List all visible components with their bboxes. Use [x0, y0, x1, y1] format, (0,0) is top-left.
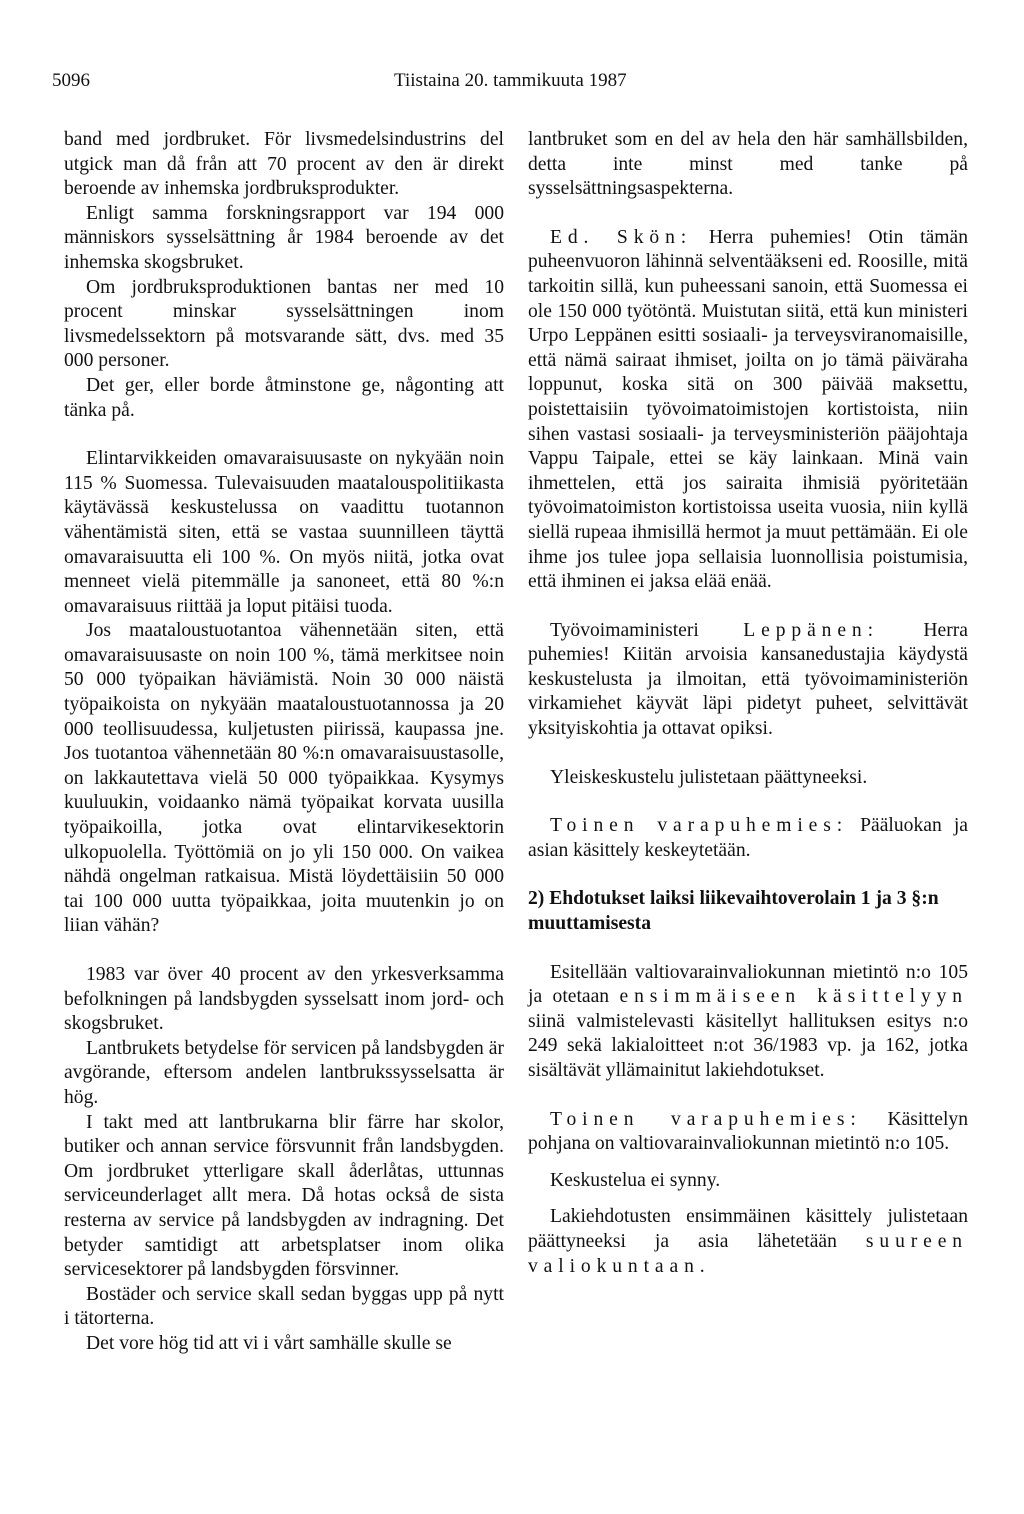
right-paragraph-2: [528, 226, 968, 595]
left-paragraph-10: Bostäder och service skall sedan byggas upp på nytt i tätorterna.: [64, 1283, 504, 1330]
right-column: [528, 128, 968, 1279]
page-header: [52, 70, 972, 96]
left-paragraph-1: band med jordbruket. För livsmedelsindustrins del utgick man då från att 70 procent av den är direkt beroende av inhemska jordbruksprodukter.: [64, 129, 504, 200]
spaced-text: suureen valiokuntaan.: [528, 1230, 968, 1277]
left-column: [64, 128, 504, 1357]
left-paragraph-6: Jos maataloustuotantoa vähennetään siten, että omavaraisuusaste on noin 100 %, tämä merkitsee noin 50 000 työpaikan häviämistä. Noin 30 000 näistä työpaikoista on nykyään maataloustuotannossa ja 20 000 teollisuudessa, kuljetusten piirissä, kaupassa jne. Jos tuotantoa vähennetään 80 %:n omavaraisuustasolle, on lakkautettava vielä 50 000 työpaikkaa. Kysymys kuuluukin, voidaanko nämä työpaikat korvata uusilla työpaikoilla, jotka ovat elintarvikesektorin ulkopuolella. Työttömiä on jo yli 150 000. On vaikea nähdä ongelman ratkaisua. Mistä löydettäisiin 50 000 tai 100 000 uutta työpaikkaa, joita muutenkin jo on liian vähän?: [64, 620, 504, 937]
spaced-text: ensimmäiseen käsittelyyn: [619, 986, 968, 1008]
right-paragraph-4: Yleiskeskustelu julistetaan päättyneeksi.: [550, 766, 868, 788]
left-paragraph-3: Om jordbruksproduktionen bantas ner med 10 procent minskar sysselsättningen inom livsmedelssektorn på motsvarande sätt, dvs. med 35 000 personer.: [64, 276, 504, 372]
left-paragraph-5: Elintarvikkeiden omavaraisuusaste on nykyään noin 115 % Suomessa. Tulevaisuuden maatalouspolitiikasta käytävässä keskustelussa on vaadittu tuotannon vähentämistä siten, että se vastaa suunnilleen täyttä omavaraisuutta eli 100 %. On myös niitä, jotka ovat menneet vielä pitemmälle ja sanoneet, että 80 %:n omavaraisuus riittää ja loput pitäisi tuoda.: [64, 448, 504, 617]
right-paragraph-8: Keskustelua ei synny.: [550, 1169, 721, 1191]
page-number: 5096: [52, 70, 90, 91]
section-heading: 2) Ehdotukset laiksi liikevaihtoverolain 1 ja 3 §:n muuttamisesta: [528, 888, 939, 935]
right-paragraph-7: [528, 1108, 968, 1157]
body-text: Lakiehdotusten ensimmäinen käsittely julistetaan päättyneeksi ja asia lähetetään: [528, 1206, 968, 1252]
speech-text: Herra puhemies! Otin tämän puheenvuoron lähinnä selventääkseni ed. Roosille, mitä tarkoitin sillä, kun puheessani sanoin, että Suomessa ei ole 150 000 työtöntä. Muistutan siitä, että kun ministeri Urpo Leppänen esitti sosiaali- ja terveysviranomaisille, että nämä sairaat ihmiset, joilta on jo tämä päiväraha loppunut, koska sitä on 300 päivää maksettu, poistettaisiin työvoimatoimistojen kortistoista, niin sihen vastasi sosiaali- ja terveysministeriön pääjohtaja Vappu Taipale, ettei se käy lainkaan. Minä vain ihmettelen, että jos sairaita ihmisiä pyöritetään työvoimatoimiston kortistoissa useita vuosia, niin kyllä siellä rupeaa ihmisillä hermot ja muut pettämään. Ei ole ihme jos tulee jopa sellaisia luonnollisia poistumisia, että ihminen ei jaksa elää enää.: [528, 226, 968, 593]
speaker-name: Leppänen:: [743, 619, 879, 641]
speaker-name: Toinen varapuhemies:: [550, 815, 849, 837]
right-paragraph-5: [528, 814, 968, 863]
speech-text: Pääluokan ja asian käsittely keskeytetään.: [528, 815, 968, 861]
left-paragraph-8: Lantbrukets betydelse för servicen på landsbygden är avgörande, eftersom andelen lantbrukssysselsatta är hög.: [64, 1037, 504, 1108]
right-paragraph-1: lantbruket som en del av hela den här samhällsbilden, detta inte minst med tanke på sysselsättningsaspekterna.: [528, 129, 968, 200]
speech-text: Herra puhemies! Kiitän arvoisia kansanedustajia käydystä keskustelusta ja ilmoitan, että työvoimaministeriön virkamiehet käyvät läpi pidetyt puheet, selvittävät yksityiskohtia ja ottavat opiksi.: [528, 619, 968, 740]
left-paragraph-7: 1983 var över 40 procent av den yrkesverksamma befolkningen på landsbygden sysselsatt inom jord- och skogsbruket.: [64, 964, 504, 1035]
speech-text: Käsittelyn pohjana on valtiovarainvaliokunnan mietintö n:o 105.: [528, 1108, 968, 1155]
speaker-name: Ed. Skön:: [550, 226, 693, 248]
running-head: Tiistaina 20. tammikuuta 1987: [394, 70, 627, 91]
body-text: Esitellään valtiovarainvaliokunnan mietintö n:o 105 ja otetaan: [528, 961, 968, 1008]
right-paragraph-3: [528, 619, 968, 742]
left-paragraph-2: Enligt samma forskningsrapport var 194 000 människors sysselsättning år 1984 beroende av det inhemska skogsbruket.: [64, 202, 504, 273]
body-text: siinä valmistelevasti käsitellyt hallituksen esitys n:o 249 sekä lakialoitteet n:ot 36/1983 vp. ja 162, jotka sisältävät yllämainitut lakiehdotukset.: [528, 1010, 968, 1081]
left-paragraph-9: I takt med att lantbrukarna blir färre har skolor, butiker och annan service försvunnit från landsbygden. Om jordbruket ytterligare skall åderlåtas, uttunnas serviceunderlaget allt mera. Då hotas också de sista resterna av service på landsbygden av indragning. Det betyder samtidigt att arbetsplatser inom olika servicesektorer på landsbygden försvinner.: [64, 1111, 504, 1281]
right-paragraph-9: [528, 1205, 968, 1279]
right-paragraph-6: [528, 961, 968, 1084]
left-paragraph-11: Det vore hög tid att vi i vårt samhälle skulle se: [86, 1332, 452, 1354]
speaker-title: Työvoimaministeri: [550, 619, 699, 641]
speaker-name: Toinen varapuhemies:: [550, 1108, 862, 1130]
left-paragraph-4: Det ger, eller borde åtminstone ge, någonting att tänka på.: [64, 374, 504, 421]
